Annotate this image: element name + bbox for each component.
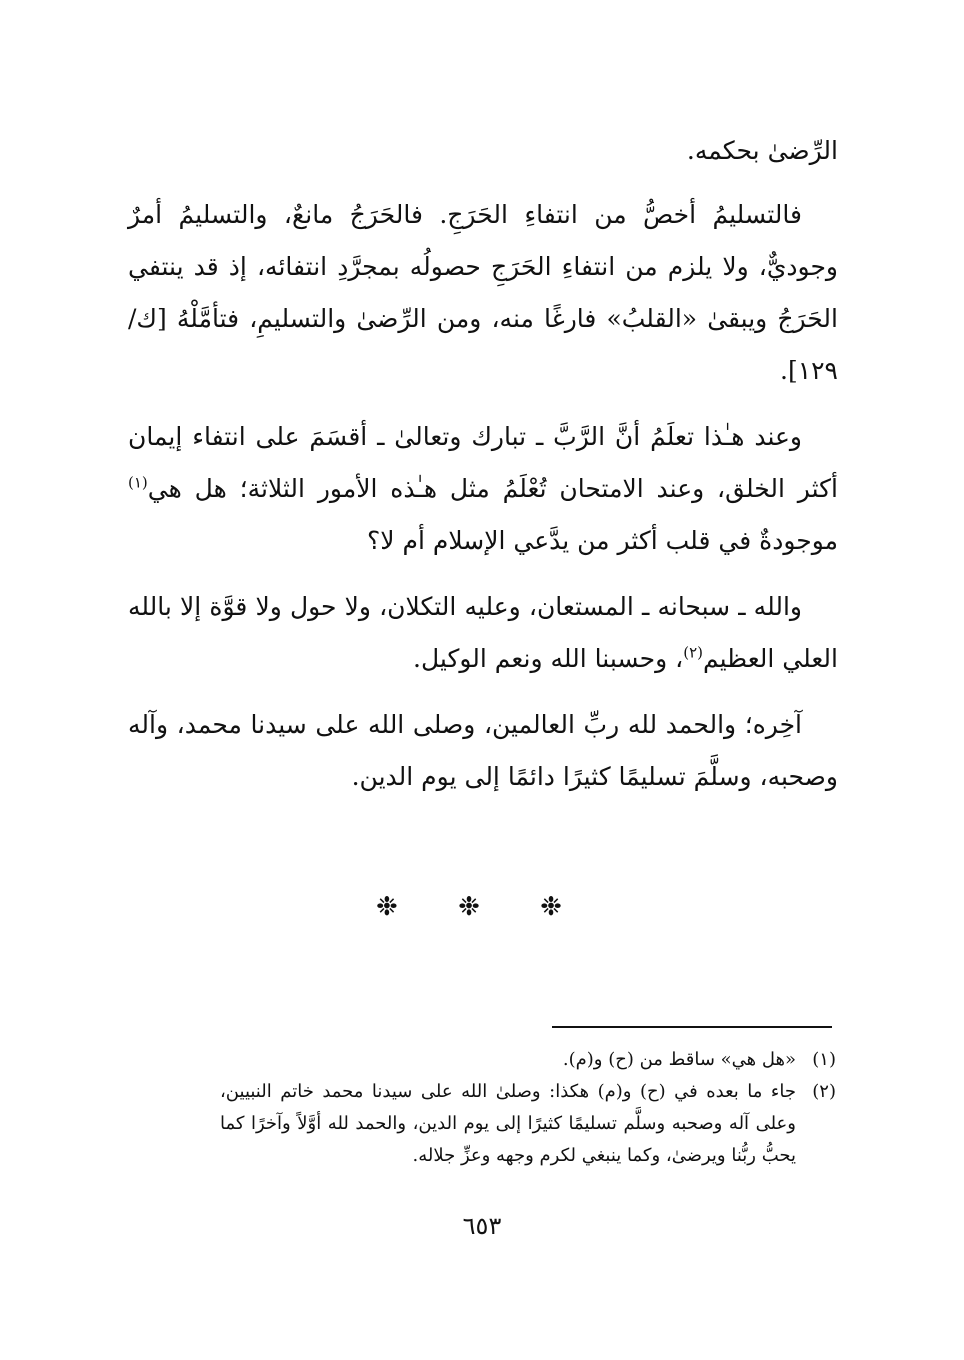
- paragraph-text: والله ـ سبحانه ـ المستعان، وعليه التكلان، ولا حول ولا قوَّة إلا بالله العلي العظيم: [128, 592, 838, 673]
- footnotes: [220, 1044, 836, 1172]
- main-text: [128, 125, 838, 817]
- footnote-number: (١): [812, 1049, 836, 1070]
- footnote: [220, 1076, 836, 1172]
- paragraph-text: وعند هـٰذا تعلَمُ أنَّ الرَّبَّ ـ تبارك وتعالىٰ ـ أقسَمَ على انتفاء إيمان أكثر الخلق، وعند الامتحان تُعْلَمُ مثل هـٰذه الأمور الثلاثة؛ هل هي: [128, 422, 838, 503]
- paragraph-text: موجودةٌ في قلب أكثر من يدَّعي الإسلام أم لا؟: [367, 526, 838, 555]
- footnote-text: جاء ما بعده في (ح) و(م) هكذا: وصلىٰ الله على سيدنا محمد خاتم النبيين، وعلى آله وصحبه وسلَّم تسليمًا كثيرًا إلى يوم الدين، والحمد لله أوَّلاً وآخرًا كما يحبُّ ربُّنا ويرضىٰ، وكما ينبغي لكرم وجهه وعزِّ جلاله.: [220, 1081, 796, 1166]
- paragraph: [128, 581, 838, 685]
- page-number: ٦٥٣: [462, 1212, 502, 1240]
- footnote-ref-2: (٢): [683, 643, 703, 662]
- section-separator: ❉ ❉ ❉: [376, 892, 588, 922]
- footnote-ref-1: (١): [128, 473, 148, 492]
- paragraph-text: ، وحسبنا الله ونعم الوكيل.: [413, 644, 684, 673]
- paragraph: [128, 699, 838, 803]
- footnote-divider: [552, 1026, 832, 1028]
- paragraph: [128, 411, 838, 567]
- footnote: [220, 1044, 836, 1076]
- paragraph: [128, 125, 838, 177]
- paragraph-text: فالتسليمُ أخصُّ من انتفاءِ الحَرَجِ. فالحَرَجُ مانعٌ، والتسليمُ أمرٌ وجوديٌّ، ولا يلزم من انتفاءِ الحَرَجِ حصولُه بمجرَّدِ انتفائه، إذ قد ينتفي الحَرَجُ ويبقىٰ «القلبُ» فارغًا منه، ومن الرِّضىٰ والتسليمِ، فتأمَّلْهُ [ك/١٢٩].: [128, 200, 838, 385]
- footnote-number: (٢): [812, 1081, 836, 1102]
- paragraph-text: الرِّضىٰ بحكمه.: [686, 136, 838, 165]
- footnote-text: «هل هي» ساقط من (ح) و(م).: [562, 1049, 796, 1070]
- paragraph-text: آخِره؛ والحمد لله ربِّ العالمين، وصلى الله على سيدنا محمد، وآله وصحبه، وسلَّمَ تسليمًا كثيرًا دائمًا إلى يوم الدين.: [128, 710, 838, 791]
- paragraph: [128, 189, 838, 397]
